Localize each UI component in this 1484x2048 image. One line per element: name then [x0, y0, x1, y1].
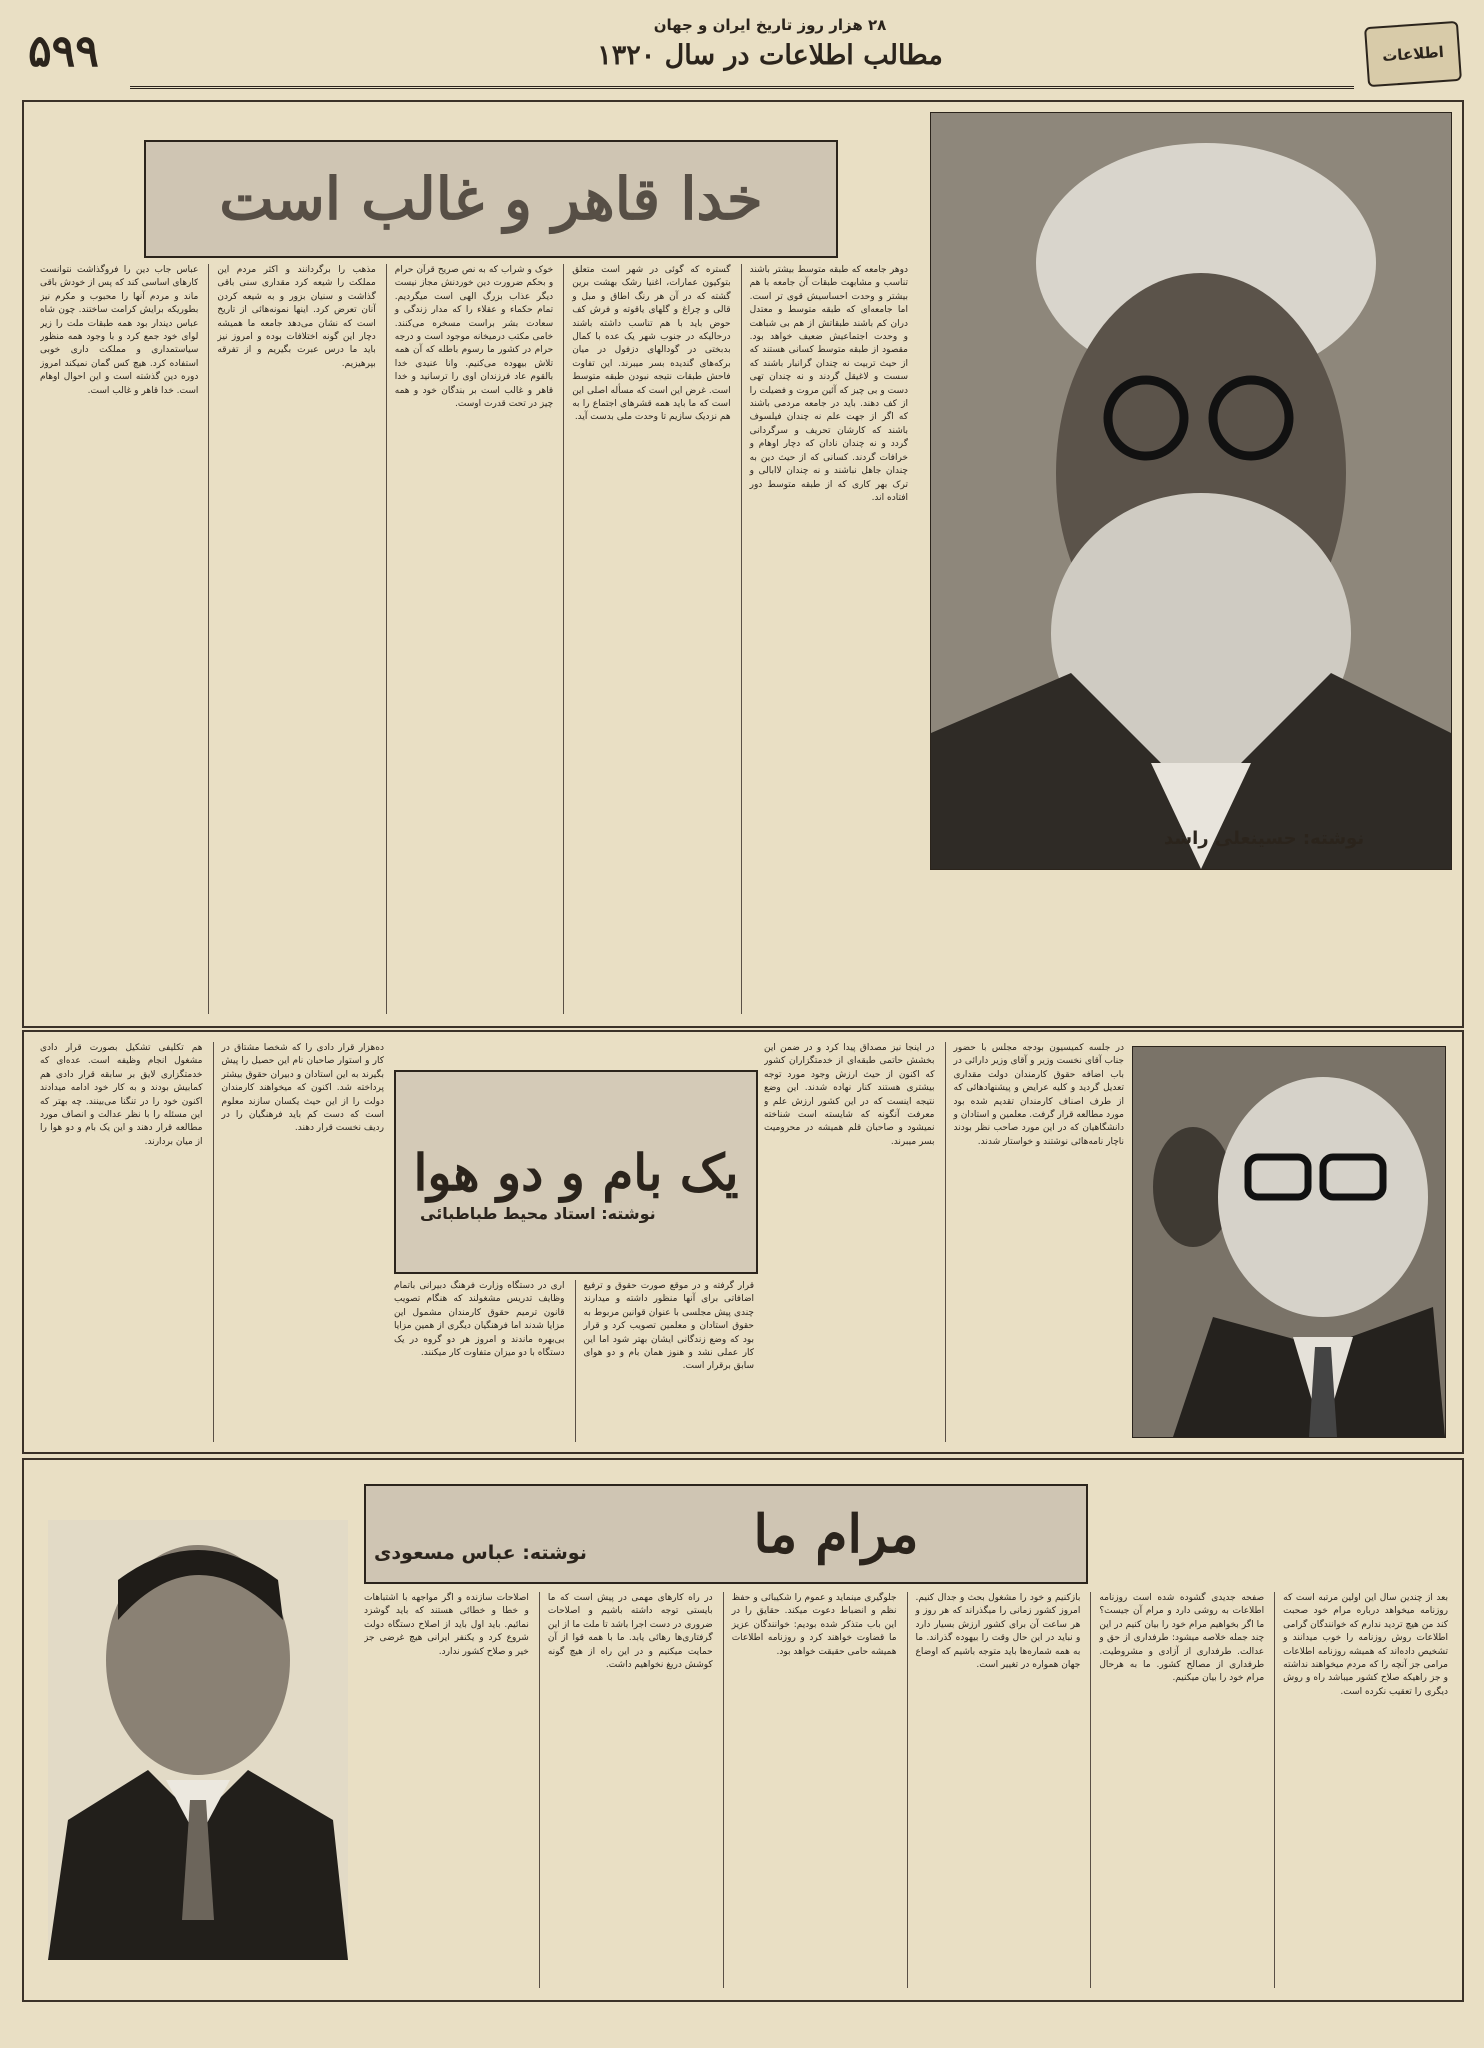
- header-rule: [130, 86, 1354, 89]
- article-2-column-4: اری در دستگاه وزارت فرهنگ دبیرانی باتمام وظایف تدریس مشغولند که هنگام تصویب قانون ترمیم حقوق کارمندان مشمول این مزایا شدند اما فرهنگیان دیگری از همین مزایا بی‌بهره ماندند و امروز هر دو گروه در یک دستگاه با دو میزان متفاوت کار میکنند.: [394, 1281, 565, 1359]
- article-3-headline-box: [364, 1484, 1088, 1584]
- article-2-headline: یک بام و دو هوا: [413, 1142, 739, 1202]
- article-1-column-4: مذهب را برگردانند و اکثر مردم این مملکت را شیعه کرد مقداری سنی باقی گذاشت و سنیان بزور و به شیعه کردن آنان تعرض کرد. اینها نمونه‌هائی از تاریخ است که نشان می‌دهد جامعه ما همیشه دچار این گونه اختلافات بوده و امروز نیز باید ما درس عبرت بگیریم و از تفرقه بپرهیزیم.: [208, 264, 375, 1014]
- logo-text: اطلاعات: [1381, 42, 1445, 66]
- article-1-headline: خدا قاهر و غالب است: [219, 165, 763, 233]
- article-3-column-3: بازکنیم و خود را مشغول بحث و جدال کنیم. امروز کشور زمانی را میگذراند که هر روز و هر ساعت آن برای کشور ارزش بسیار دارد و نباید در این حال وقت را بیهوده گذراند. ما به همه شماره‌ها باید متوجه باشیم که اوضاع جهان همواره در تغییر است.: [907, 1592, 1081, 1988]
- article-3-byline: نوشته: عباس مسعودی: [374, 1542, 587, 1564]
- article-3-column-1: بعد از چندین سال این اولین مرتبه است که روزنامه میخواهد درباره مرام خود صحبت کند من هیچ تردید ندارم که خوانندگان گرامی اطلاعات روش روزنامه را خوب میدانند و تشخیص داده‌اند که همیشه روزنامه اطلاعات مرامی جز آنچه را که مردم میخواهند نداشته و جز راهیکه صلاح کشور میباشد راه و روش دیگری را تعقیب نکرده است.: [1274, 1592, 1448, 1988]
- article-1-headline-box: [144, 140, 838, 258]
- article-1-column-3: خوک و شراب که به نص صریح قرآن حرام و بحکم ضرورت دین خوردنش مجاز نیست دیگر عذاب بزرگ الهی است میگردیم. تمام حکماء و عقلاء را که مدار زندگی و سعادت بشر براست مسخره می‌کنند. خامی مکتب درمیخانه موجود است و درجه حرام در کشور ما رسوم باطله که آن همه تلاش بیهوده می‌کنیم. وانا عنیدی خدا بالقوم عاد فرزندان اوی را ترسانید و خدا قاهر و غالب است بر بندگان خود و همه چیز در تحت قدرت اوست.: [386, 264, 553, 1014]
- article-1-column-2: گستره که گوئی در شهر است متعلق بتوکیون عمارات، اغنیا رشک بهشت برین گشته که در آن هر رنگ اطاق و مبل و قالی و چراغ و گلهای یاقوته و فرش کف حوض باید با هم تناسب داشته باشند درحالیکه در جنوب شهر یک عده با کمال بدبختی در گودالهای دزفول در میان برکه‌های گندیده بسر میبرند. این تفاوت فاحش طبقات نتیجه نبودن طبقه متوسط است. غرض این است که مسأله اصلی این است که ما باید همه قشرهای اجتماع را به هم نزدیک سازیم تا وحدت ملی بدست آید.: [563, 264, 730, 1014]
- article-3-columns: [364, 1592, 1448, 1988]
- newspaper-logo: [1364, 21, 1462, 87]
- article-3-column-2: صفحه جدیدی گشوده شده است روزنامه اطلاعات به روشی دارد و مرام آن جیست؟ ما اگر بخواهیم مرام خود را بیان کنیم در این چند جمله خلاصه میشود: طرفداری از حق و عدالت. طرفداری از آزادی و مشروطیت. طرفداری از مصالح کشور. ما به هرحال مرام خود را بیان میکنیم.: [1090, 1592, 1264, 1988]
- article-3-box: [22, 1458, 1464, 2002]
- article-2-headline-box: [394, 1070, 758, 1274]
- article-3-column-4: جلوگیری مینماید و عموم را شکیبائی و حفظ نظم و انضباط دعوت میکند. حقایق را در این باب متذکر شده بودیم: خوانندگان عزیز ما قضاوت خواهند کرد و روزنامه اطلاعات همیشه حامی حقیقت خواهد بود.: [723, 1592, 897, 1988]
- article-2-box: [22, 1030, 1464, 1454]
- article-1-box: [22, 100, 1464, 1028]
- header-subtitle: ۲۸ هزار روز تاریخ ایران و جهان: [653, 16, 887, 34]
- article-1-byline: نوشته: حسینعلی راشد: [1164, 828, 1365, 849]
- article-2-column-5: ده‌هزار قرار دادی را که شخصا مشتاق در کار و استوار صاحبان نام این حصیل را پیش بگیرند به این استادان و دبیران حقوق بیشتر پرداخته شد. اکنون که میخواهند کارمندان دولت را از این حیث یکسان سازند معلوم است که دست کم باید فرهنگیان را در ردیف نخست قرار دهند.: [213, 1042, 385, 1442]
- article-1-columns: [40, 264, 908, 1014]
- author-portrait-tabatabai: [1132, 1046, 1446, 1438]
- article-2-column-1: در جلسه کمیسیون بودجه مجلس با حضور جناب آقای نخست وزیر و آقای وزیر دارائی در باب اضافه حقوق کارمندان دولت مقداری تعدیل گردید و کلیه عرایض و پیشنهادهائی که از طرف اصناف کارمندان تقدیم شده بود مورد مطالعه قرار گرفت. معلمین و استادان و دانشگاهیان که در این مورد صاحب نظر بودند ناچار نامه‌هائی نوشتند و خواستار شدند.: [945, 1042, 1125, 1442]
- article-2-byline: نوشته: استاد محیط طباطبائی: [420, 1204, 656, 1223]
- header-title: مطالب اطلاعات در سال ۱۳۲۰: [597, 40, 943, 71]
- page-number: ۵۹۹: [28, 26, 99, 77]
- article-2-column-2: در اینجا نیز مصداق پیدا کرد و در ضمن این بخشش حاتمی طبقه‌ای از خدمتگزاران کشور که اکنون از حیث ارزش وجود مورد توجه بیشتری هستند کنار نهاده شدند. این وضع نتیجه اینست که در این کشور ارزش علم و معرفت آنگونه که شایسته است شناخته نمیشود و صاحبان قلم همیشه در محرومیت بسر میبرند.: [764, 1043, 935, 1147]
- author-portrait-masoudi: [48, 1520, 348, 1960]
- article-2-columns-left: [40, 1042, 384, 1442]
- article-1-column-1: دوهر جامعه که طبقه متوسط بیشتر باشند تناسب و مشابهت طبقات آن جامعه با هم بیشتر و وحدت احساسیش قوی تر است. اما جامعه‌ای که طبقه متوسط و معتدل دران کم باشند طبقاتش از هم بی شباهت و وحدت اجتماعیش ضعیف خواهد بود. مقصود از طبقه متوسط کسانی هستند که از حیث تربیت نه چندان گرانبار باشند که سست و لاغیقل گردند و نه چندان تهی دست و بی چیز که آئین مروت و فضیلت را از کف دهند. باید در جامعه مردمی باشند که اگر از جهت علم نه چندان فیلسوف باشند که کارشان تحریف و سرگردانی گردد و نه چندان نادان که دچار اوهام و خرافات گردند. کسانی که از حیث دین به چندان جاهل نباشند و نه چندان لاابالی و ترک بهر کاری که از طبقه متوسط دور افتاده اند.: [741, 264, 908, 1014]
- author-portrait-rashed: [930, 112, 1452, 870]
- article-3-column-6: اصلاحات سازنده و اگر مواجهه با اشتباهات و خطا و خطائی هستند که باید گوشزد نمائیم. باید اول باید از اصلاح دستگاه دولت شروع کرد و یکنفر ایرانی هیچ غرضی جز خیر و صلاح کشور ندارد.: [364, 1593, 529, 1657]
- article-2-columns-middle: [394, 1280, 754, 1442]
- article-2-column-3: قرار گرفته و در موقع صورت حقوق و ترفیع اضافاتی برای آنها منظور داشته و میدارند چندی پیش مجلسی با عنوان قوانین مربوط به حقوق استادان و معلمین تصویب کرد و قرار بود که وضع زندگانی ایشان بهتر شود اما این کار عملی نشد و هنوز همان بام و دو هوای سابق برقرار است.: [575, 1280, 755, 1442]
- article-1-column-5: عباس جاب دین را فروگذاشت نتوانست کارهای اساسی کند که پس از خودش باقی ماند و مردم آنها را محبوب و مکرم نیز بطوریکه برایش کرامت ساختند. چون شاه عباس دیندار بود همه طبقات ملت را زیر لوای خود جمع کرد و با وجود همه منظور سیاستمداری و مملکت داری خوبی استفاده کرد. هیچ کس گمان نمیکند امروز دوره دین گذشته است و این احوال اوهام است. خدا قاهر و غالب است.: [39, 265, 199, 396]
- page-header: [20, 10, 1464, 90]
- article-2-columns-right: [764, 1042, 1124, 1442]
- article-3-column-5: در راه کارهای مهمی در پیش است که ما بایستی توجه داشته باشیم و اصلاحات ضروری در دست اجرا باشد تا ملت ما از این گرفتاری‌ها رهائی یابد. ما با همه قوا از آن حمایت میکنیم و در این راه از هیچ گونه کوشش دریغ نخواهیم داشت.: [539, 1592, 713, 1988]
- article-2-column-6: هم تکلیفی تشکیل بصورت قرار دادی مشغول انجام وظیفه است. عده‌ای که خدمتگزاری لایق بر سابقه قرار دادی هم کمابیش بودند و به کار خود ادامه میدادند اکنون خود را در تنگنا می‌بینند. چه بهتر که این مسئله را با نظر عدالت و انصاف مورد مطالعه قرار دهند و این یک بام و دو هوا را از میان بردارند.: [40, 1043, 203, 1147]
- article-3-headline: مرام ما: [753, 1503, 919, 1565]
